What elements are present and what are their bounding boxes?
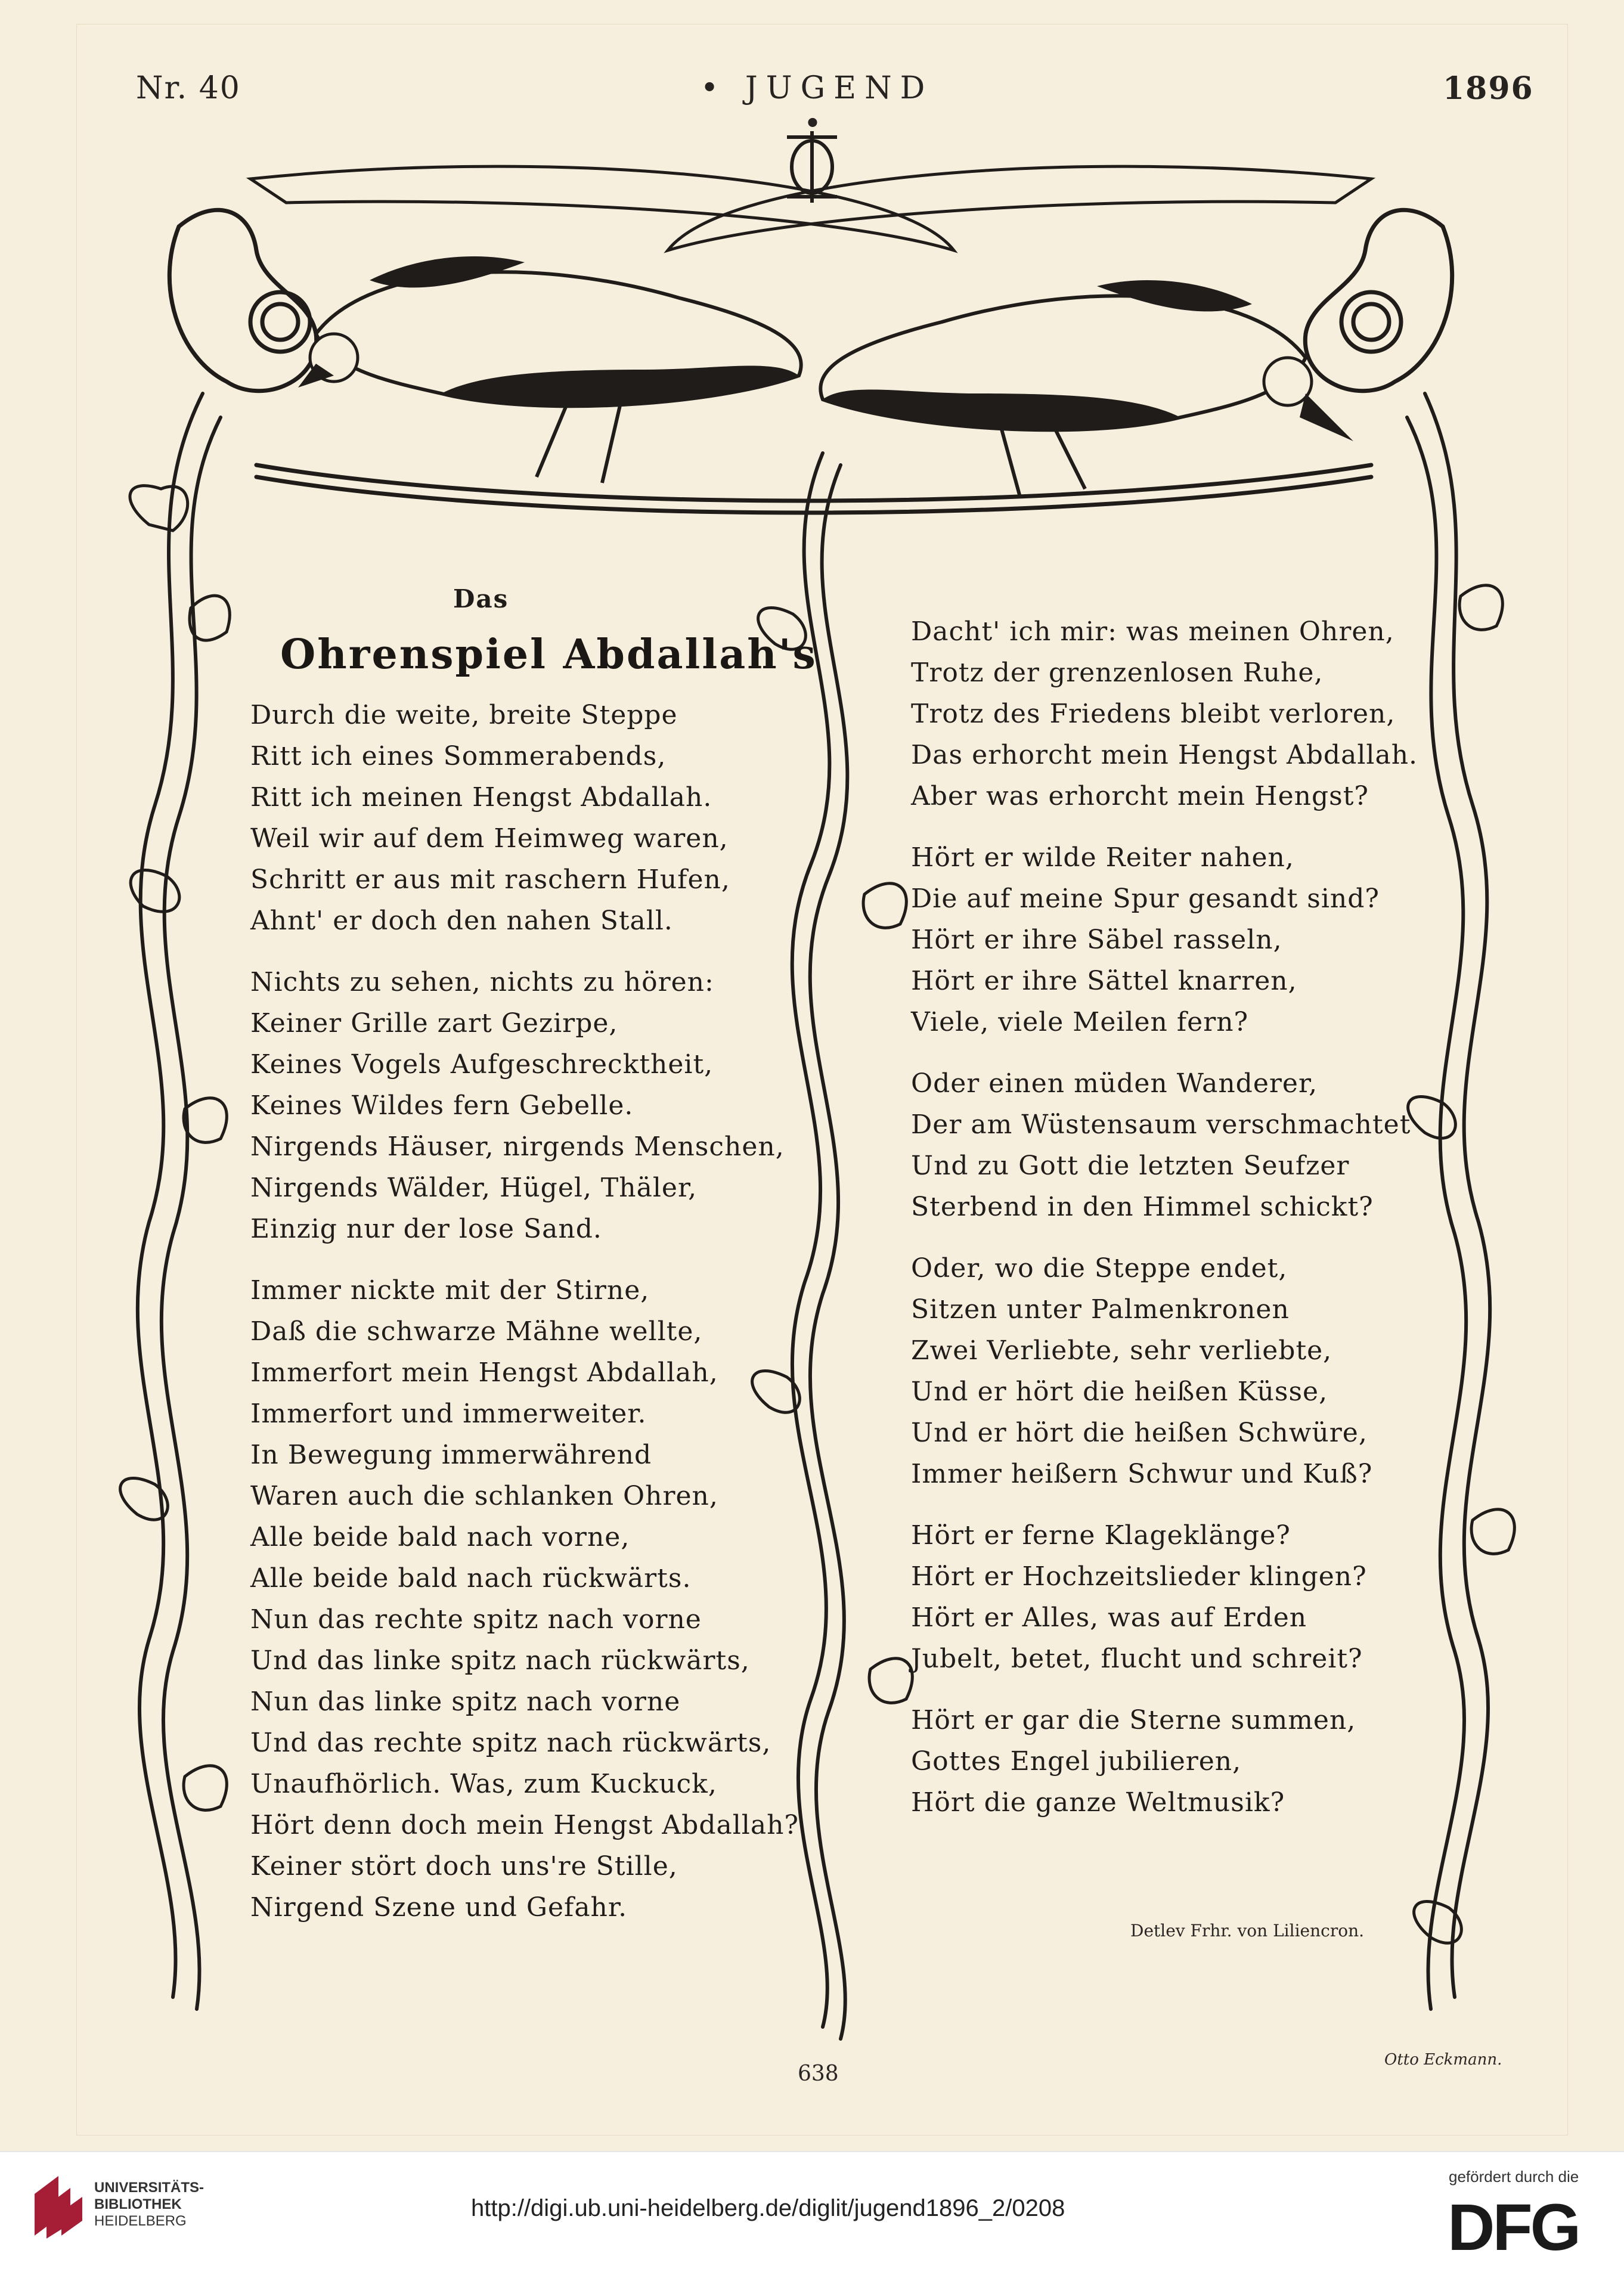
dfg-logo-text: DFG: [1448, 2193, 1579, 2258]
poem-line: Hört er gar die Sterne summen,: [911, 1705, 1356, 1735]
poem-line: Immerfort und immerweiter.: [250, 1399, 647, 1429]
poem-line: Schritt er aus mit raschern Hufen,: [250, 864, 730, 895]
poem-line: Hört er ferne Klageklänge?: [911, 1520, 1291, 1551]
poem-line: Und er hört die heißen Schwüre,: [911, 1418, 1368, 1448]
library-line: BIBLIOTHEK: [94, 2196, 182, 2212]
poem-line: Trotz des Friedens bleibt verloren,: [911, 699, 1396, 729]
poem-line: Der am Wüstensaum verschmachtet: [911, 1109, 1411, 1140]
poem-line: In Bewegung immerwährend: [250, 1440, 652, 1470]
poem-line: Und er hört die heißen Küsse,: [911, 1377, 1328, 1407]
poem-line: Und das rechte spitz nach rückwärts,: [250, 1728, 771, 1758]
poem-left-column: [250, 695, 799, 1928]
poem-line: Ritt ich eines Sommerabends,: [250, 741, 667, 771]
poem-line: Und zu Gott die letzten Seufzer: [911, 1151, 1350, 1181]
year: 1896: [1443, 70, 1534, 107]
stanza: [911, 1700, 1418, 1823]
poem-line: Keines Vogels Aufgeschrecktheit,: [250, 1049, 714, 1080]
poem-line: Das erhorcht mein Hengst Abdallah.: [911, 740, 1418, 770]
poem-line: Nun das rechte spitz nach vorne: [250, 1604, 702, 1635]
poem-line: Alle beide bald nach rückwärts.: [250, 1563, 692, 1594]
footer-bar: [0, 2151, 1624, 2269]
poem-right-column: [911, 611, 1418, 1823]
issue-number: Nr. 40: [136, 70, 241, 106]
library-line: HEIDELBERG: [94, 2213, 187, 2229]
left-urn: [169, 210, 316, 390]
poem-line: Nirgends Häuser, nirgends Menschen,: [250, 1132, 785, 1162]
poem-line: Unaufhörlich. Was, zum Kuckuck,: [250, 1769, 717, 1799]
poem-line: Hört er Alles, was auf Erden: [911, 1602, 1307, 1633]
poem-line: Ahnt' er doch den nahen Stall.: [250, 906, 673, 936]
poem-line: Hört denn doch mein Hengst Abdallah?: [250, 1810, 799, 1840]
poem-pretitle: Das: [453, 584, 509, 613]
poem-line: Dacht' ich mir: was meinen Ohren,: [911, 616, 1394, 647]
stanza: [911, 611, 1418, 817]
poem-line: Nichts zu sehen, nichts zu hören:: [250, 967, 714, 997]
poem-line: Hört er ihre Säbel rasseln,: [911, 925, 1282, 955]
poem-line: Zwei Verliebte, sehr verliebte,: [911, 1335, 1332, 1366]
stanza: [250, 962, 799, 1250]
poem-line: Hört die ganze Weltmusik?: [911, 1787, 1285, 1818]
poem-line: Nun das linke spitz nach vorne: [250, 1687, 681, 1717]
poem-line: Trotz der grenzenlosen Ruhe,: [911, 658, 1324, 688]
poem-line: Hört er wilde Reiter nahen,: [911, 842, 1294, 873]
poem-line: Und das linke spitz nach rückwärts,: [250, 1645, 750, 1676]
poem-line: Immer nickte mit der Stirne,: [250, 1275, 650, 1306]
poem-line: Nirgend Szene und Gefahr.: [250, 1892, 628, 1923]
poem-author: Detlev Frhr. von Liliencron.: [1130, 1921, 1364, 1941]
poem-line: Oder einen müden Wanderer,: [911, 1068, 1318, 1099]
poem-line: Daß die schwarze Mähne wellte,: [250, 1316, 703, 1347]
poem-line: Sterbend in den Himmel schickt?: [911, 1192, 1374, 1222]
poem-line: Immer heißern Schwur und Kuß?: [911, 1459, 1373, 1489]
magazine-title: • JUGEND •: [700, 70, 934, 142]
poem-line: Aber was erhorcht mein Hengst?: [911, 781, 1369, 811]
poem-line: Gottes Engel jubilieren,: [911, 1746, 1242, 1777]
poem-line: Keiner stört doch uns're Stille,: [250, 1851, 678, 1881]
right-urn: [1305, 210, 1452, 390]
stanza: [911, 837, 1418, 1043]
page-number: 638: [798, 2062, 839, 2086]
stanza: [911, 1515, 1418, 1679]
poem-line: Ritt ich meinen Hengst Abdallah.: [250, 782, 712, 813]
university-library-logo-icon[interactable]: [29, 2170, 88, 2242]
poem-line: Nirgends Wälder, Hügel, Thäler,: [250, 1173, 698, 1203]
stanza: [250, 695, 799, 941]
poem-line: Viele, viele Meilen fern?: [911, 1007, 1249, 1037]
poem-line: Hört er ihre Sättel knarren,: [911, 966, 1297, 996]
funding-note: gefördert durch die: [1449, 2168, 1579, 2186]
poem-line: Keiner Grille zart Gezirpe,: [250, 1008, 618, 1039]
library-name[interactable]: [94, 2180, 204, 2230]
stanza: [911, 1063, 1418, 1228]
poem-line: Immerfort mein Hengst Abdallah,: [250, 1357, 718, 1388]
poem-line: Keines Wildes fern Gebelle.: [250, 1090, 634, 1121]
poem-line: Die auf meine Spur gesandt sind?: [911, 884, 1380, 914]
stanza: [250, 1270, 799, 1928]
poem-line: Sitzen unter Palmenkronen: [911, 1294, 1290, 1325]
left-bird-icon: [250, 166, 954, 483]
poem-line: Hört er Hochzeitslieder klingen?: [911, 1561, 1367, 1592]
poem-line: Waren auch die schlanken Ohren,: [250, 1481, 718, 1511]
poem-line: Einzig nur der lose Sand.: [250, 1214, 602, 1244]
library-line: UNIVERSITÄTS-: [94, 2180, 204, 2196]
poem-line: Alle beide bald nach vorne,: [250, 1522, 630, 1552]
poem-line: Weil wir auf dem Heimweg waren,: [250, 823, 729, 854]
permalink-url[interactable]: http://digi.ub.uni-heidelberg.de/diglit/jugend1896_2/0208: [471, 2195, 1065, 2221]
poem-title: Ohrenspiel Abdallah's: [280, 631, 817, 678]
poem-line: Durch die weite, breite Steppe: [250, 700, 678, 730]
dfg-logo-icon[interactable]: [1448, 2193, 1604, 2258]
stanza: [911, 1248, 1418, 1495]
poem-line: Oder, wo die Steppe endet,: [911, 1253, 1288, 1284]
poem-line: Jubelt, betet, flucht und schreit?: [911, 1644, 1363, 1674]
artist-signature: Otto Eckmann.: [1384, 2051, 1502, 2069]
